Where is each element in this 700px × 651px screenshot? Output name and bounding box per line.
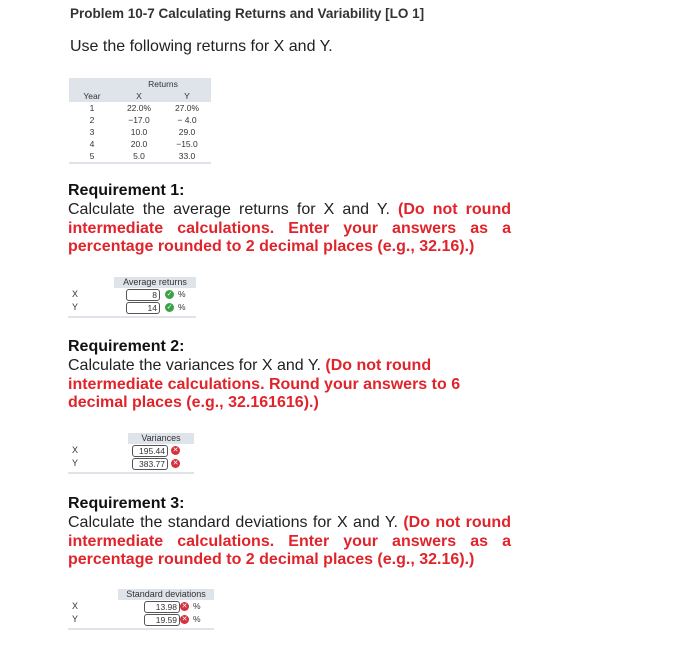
row-label: Y	[71, 614, 78, 624]
average-returns-header: Average returns	[114, 277, 196, 288]
percent-sign: %	[178, 302, 186, 312]
standard-deviations-table	[68, 589, 214, 631]
answer-row-x	[68, 601, 214, 613]
problem-title: Problem 10-7 Calculating Returns and Variability [LO 1]	[70, 6, 425, 21]
intro-text: Use the following returns for X and Y.	[70, 38, 333, 55]
req1-instructions	[68, 201, 511, 257]
table-row	[69, 114, 211, 126]
std-dev-x-input[interactable]: 13.98	[144, 601, 180, 613]
x-circle-icon: ✕	[181, 616, 188, 623]
x-circle-icon: ✕	[181, 603, 188, 610]
year-header: Year	[69, 90, 115, 102]
x-circle-icon: ✕	[172, 447, 179, 454]
y-header: Y	[163, 90, 211, 102]
req1-text: Calculate the average returns for X and Y.	[68, 201, 390, 218]
variances-header: Variances	[128, 433, 194, 444]
table-bottom-rule	[68, 628, 214, 630]
row-label: X	[71, 289, 78, 299]
check-circle-icon: ✓	[166, 304, 173, 311]
y-cell: 27.0%	[174, 103, 200, 113]
y-cell: − 4.0	[177, 115, 197, 125]
variances-table	[68, 433, 194, 475]
req3-instructions	[68, 514, 511, 570]
avg-return-y-input[interactable]: 14	[126, 302, 160, 314]
returns-group-header: Returns	[115, 78, 211, 90]
req1-heading: Requirement 1:	[68, 182, 185, 199]
answer-row-x	[68, 289, 196, 301]
standard-deviations-header: Standard deviations	[118, 589, 214, 600]
req3-heading: Requirement 3:	[68, 495, 185, 512]
variance-y-input[interactable]: 383.77	[132, 458, 168, 470]
row-label: X	[71, 601, 78, 611]
percent-sign: %	[178, 289, 186, 299]
year-cell: 1	[89, 103, 95, 113]
table-row	[69, 150, 211, 163]
req2-text: Calculate the variances for X and Y.	[68, 357, 321, 374]
table-row	[69, 138, 211, 150]
answer-row-y	[68, 458, 194, 470]
row-label: X	[71, 445, 78, 455]
req2-warning: (Do not round intermediate calculations. Round your answers to 6 decimal places (e.g., 32.161616).)	[68, 357, 461, 411]
x-cell: 10.0	[130, 127, 148, 137]
table-bottom-rule	[68, 316, 196, 318]
check-circle-icon: ✓	[166, 291, 173, 298]
returns-table	[69, 78, 211, 164]
avg-return-x-input[interactable]: 8	[126, 289, 160, 301]
answer-row-x	[68, 445, 194, 457]
percent-sign: %	[193, 601, 201, 611]
req2-instructions	[68, 357, 468, 413]
x-cell: −17.0	[128, 115, 150, 125]
year-cell: 2	[89, 115, 95, 125]
table-bottom-rule	[68, 472, 194, 474]
year-header-spacer	[69, 78, 115, 90]
table-row	[69, 126, 211, 138]
row-label: Y	[71, 302, 78, 312]
x-cell: 5.0	[115, 150, 163, 163]
y-cell: 33.0	[163, 150, 211, 163]
percent-sign: %	[193, 614, 201, 624]
average-returns-table	[68, 277, 196, 319]
year-cell: 4	[89, 139, 95, 149]
year-cell: 3	[89, 127, 95, 137]
table-row	[69, 102, 211, 114]
variance-x-input[interactable]: 195.44	[132, 445, 168, 457]
req2-heading: Requirement 2:	[68, 338, 185, 355]
x-cell: 22.0%	[126, 103, 152, 113]
x-cell: 20.0	[130, 139, 148, 149]
x-circle-icon: ✕	[172, 460, 179, 467]
req1-warning: (Do not round intermediate calculations. Enter your answers as a percentage rounded to 2 decimal places (e.g., 32.16).)	[68, 201, 511, 255]
row-label: Y	[71, 458, 78, 468]
year-cell: 5	[69, 150, 115, 163]
x-header: X	[115, 90, 163, 102]
std-dev-y-input[interactable]: 19.59	[144, 614, 180, 626]
y-cell: 29.0	[178, 127, 196, 137]
y-cell: −15.0	[176, 139, 198, 149]
answer-row-y	[68, 614, 214, 626]
answer-row-y	[68, 302, 196, 314]
req3-warning: (Do not round intermediate calculations. Enter your answers as a percentage rounded to 2 decimal places (e.g., 32.16).)	[68, 514, 511, 568]
req3-text: Calculate the standard deviations for X and Y.	[68, 514, 398, 531]
